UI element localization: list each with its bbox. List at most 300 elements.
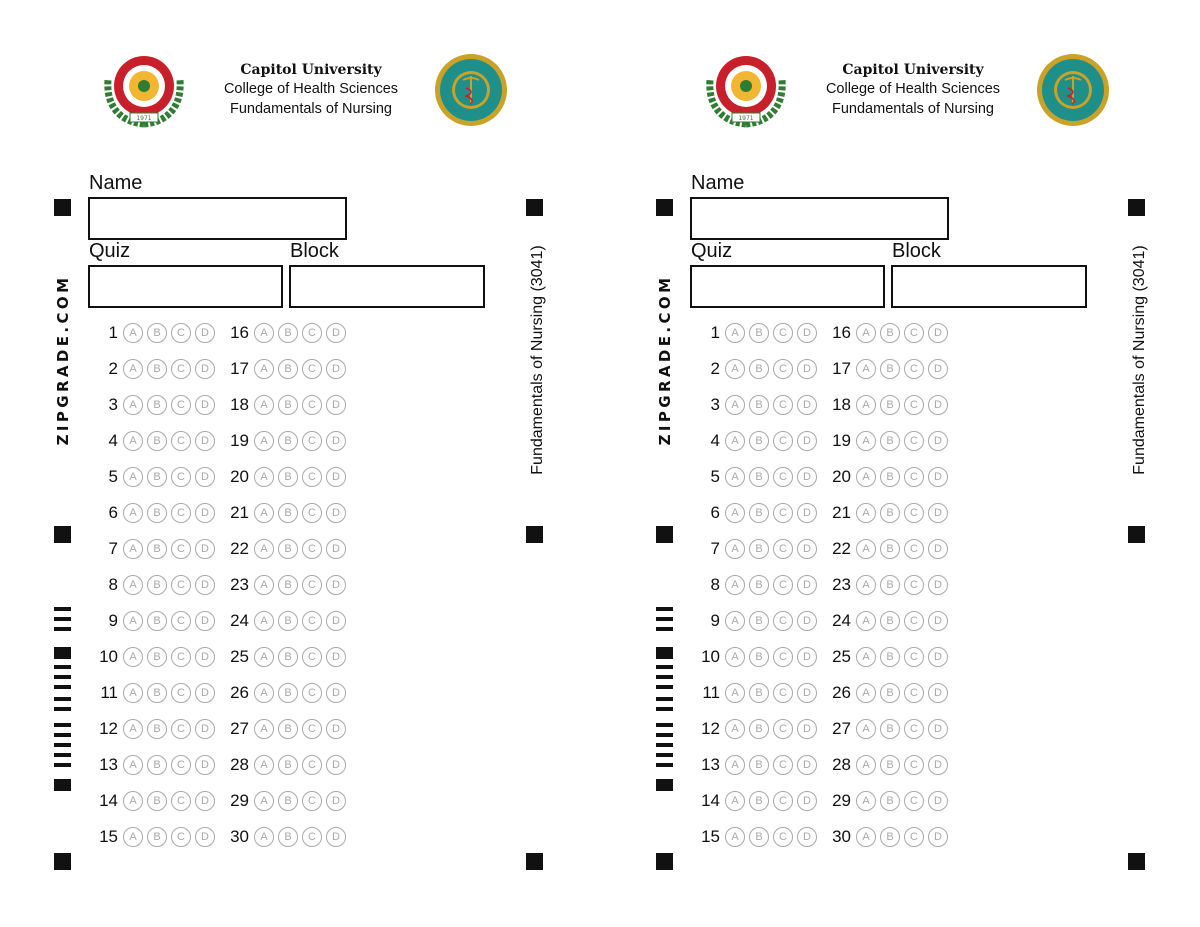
answer-bubble-c[interactable]: C [773, 611, 793, 631]
answer-bubble-b[interactable]: B [749, 683, 769, 703]
answer-bubble-a[interactable]: A [856, 647, 876, 667]
answer-bubble-c[interactable]: C [171, 647, 191, 667]
answer-bubble-d[interactable]: D [195, 431, 215, 451]
answer-bubble-a[interactable]: A [856, 359, 876, 379]
answer-bubble-c[interactable]: C [904, 755, 924, 775]
answer-bubble-b[interactable]: B [278, 719, 298, 739]
answer-bubble-b[interactable]: B [749, 503, 769, 523]
answer-bubble-b[interactable]: B [749, 575, 769, 595]
answer-bubble-b[interactable]: B [880, 539, 900, 559]
answer-bubble-a[interactable]: A [254, 647, 274, 667]
answer-bubble-d[interactable]: D [928, 791, 948, 811]
answer-bubble-c[interactable]: C [904, 359, 924, 379]
answer-bubble-a[interactable]: A [254, 395, 274, 415]
answer-bubble-d[interactable]: D [195, 539, 215, 559]
answer-bubble-a[interactable]: A [254, 359, 274, 379]
answer-bubble-c[interactable]: C [302, 323, 322, 343]
answer-bubble-a[interactable]: A [725, 647, 745, 667]
answer-bubble-d[interactable]: D [797, 539, 817, 559]
answer-bubble-a[interactable]: A [123, 431, 143, 451]
answer-bubble-a[interactable]: A [123, 683, 143, 703]
answer-bubble-d[interactable]: D [326, 431, 346, 451]
question-number: 4 [108, 431, 118, 450]
answer-bubble-b[interactable]: B [749, 323, 769, 343]
answer-bubble-b[interactable]: B [880, 503, 900, 523]
alignment-mark [1128, 199, 1145, 216]
question-number: 29 [230, 791, 249, 810]
answer-bubble-b[interactable]: B [880, 755, 900, 775]
answer-bubble-c[interactable]: C [904, 827, 924, 847]
answer-bubble-a[interactable]: A [123, 611, 143, 631]
zipgrade-brand: ZIPGRADE.COM [656, 274, 674, 446]
answer-bubble-d[interactable]: D [326, 323, 346, 343]
answer-bubble-a[interactable]: A [725, 683, 745, 703]
answer-bubble-a[interactable]: A [254, 719, 274, 739]
answer-bubble-b[interactable]: B [278, 791, 298, 811]
answer-bubble-a[interactable]: A [123, 647, 143, 667]
answer-bubble-d[interactable]: D [326, 683, 346, 703]
question-item [821, 755, 952, 775]
answer-bubble-b[interactable]: B [749, 467, 769, 487]
answer-bubble-d[interactable]: D [195, 323, 215, 343]
question-item [88, 467, 219, 487]
answer-bubble-b[interactable]: B [880, 359, 900, 379]
answer-bubble-a[interactable]: A [856, 575, 876, 595]
answer-bubble-c[interactable]: C [302, 395, 322, 415]
answer-bubble-a[interactable]: A [123, 719, 143, 739]
answer-bubble-d[interactable]: D [928, 323, 948, 343]
answer-bubble-a[interactable]: A [254, 539, 274, 559]
answer-bubble-c[interactable]: C [302, 503, 322, 523]
college-name: College of Health Sciences [223, 81, 399, 97]
question-number: 23 [230, 575, 249, 594]
answer-bubble-b[interactable]: B [749, 647, 769, 667]
answer-bubble-a[interactable]: A [856, 791, 876, 811]
answer-bubble-a[interactable]: A [725, 719, 745, 739]
answer-bubble-c[interactable]: C [904, 791, 924, 811]
answer-bubble-b[interactable]: B [880, 611, 900, 631]
answer-bubble-c[interactable]: C [302, 611, 322, 631]
question-number: 28 [230, 755, 249, 774]
answer-bubble-b[interactable]: B [749, 719, 769, 739]
answer-bubble-a[interactable]: A [254, 323, 274, 343]
answer-bubble-c[interactable]: C [302, 755, 322, 775]
answer-bubble-a[interactable]: A [725, 395, 745, 415]
answer-bubble-c[interactable]: C [171, 467, 191, 487]
answer-bubble-c[interactable]: C [904, 611, 924, 631]
answer-bubble-c[interactable]: C [171, 503, 191, 523]
answer-bubble-b[interactable]: B [147, 683, 167, 703]
question-item [821, 647, 952, 667]
answer-bubble-d[interactable]: D [797, 395, 817, 415]
answer-bubble-c[interactable]: C [773, 323, 793, 343]
question-item [219, 467, 350, 487]
question-item [690, 395, 821, 415]
answer-bubble-d[interactable]: D [928, 395, 948, 415]
answer-bubble-c[interactable]: C [171, 611, 191, 631]
answer-bubble-c[interactable]: C [773, 719, 793, 739]
answer-bubble-c[interactable]: C [904, 395, 924, 415]
question-number: 15 [701, 827, 720, 846]
answer-bubble-d[interactable]: D [928, 503, 948, 523]
question-row [88, 788, 350, 814]
answer-bubble-b[interactable]: B [749, 827, 769, 847]
answer-bubble-a[interactable]: A [123, 827, 143, 847]
answer-bubble-d[interactable]: D [928, 431, 948, 451]
answer-bubble-b[interactable]: B [278, 539, 298, 559]
answer-bubble-b[interactable]: B [278, 467, 298, 487]
answer-bubble-b[interactable]: B [749, 395, 769, 415]
answer-bubble-d[interactable]: D [195, 719, 215, 739]
answer-bubble-d[interactable]: D [928, 755, 948, 775]
answer-bubble-d[interactable]: D [326, 647, 346, 667]
answer-bubble-c[interactable]: C [302, 575, 322, 595]
answer-bubble-c[interactable]: C [773, 395, 793, 415]
answer-bubble-b[interactable]: B [880, 719, 900, 739]
question-number: 16 [832, 323, 851, 342]
answer-bubble-b[interactable]: B [147, 503, 167, 523]
answer-bubble-a[interactable]: A [856, 395, 876, 415]
answer-bubble-a[interactable]: A [856, 503, 876, 523]
answer-bubble-d[interactable]: D [928, 827, 948, 847]
answer-bubble-b[interactable]: B [278, 323, 298, 343]
answer-bubble-c[interactable]: C [904, 539, 924, 559]
answer-bubble-d[interactable]: D [928, 539, 948, 559]
answer-bubble-b[interactable]: B [278, 827, 298, 847]
answer-bubble-a[interactable]: A [254, 503, 274, 523]
name-label: Name [691, 172, 745, 194]
question-number: 24 [832, 611, 851, 630]
answer-bubble-c[interactable]: C [302, 539, 322, 559]
answer-bubble-c[interactable]: C [302, 683, 322, 703]
quiz-label: Quiz [691, 240, 733, 262]
question-row [88, 608, 350, 634]
quiz-field[interactable] [88, 265, 283, 308]
answer-bubble-b[interactable]: B [880, 395, 900, 415]
answer-bubble-c[interactable]: C [302, 431, 322, 451]
question-number: 14 [99, 791, 118, 810]
answer-bubble-d[interactable]: D [195, 791, 215, 811]
answer-bubble-d[interactable]: D [195, 503, 215, 523]
answer-bubble-d[interactable]: D [928, 467, 948, 487]
answer-bubble-a[interactable]: A [725, 755, 745, 775]
answer-bubble-d[interactable]: D [326, 575, 346, 595]
answer-bubble-d[interactable]: D [928, 611, 948, 631]
answer-bubble-a[interactable]: A [725, 431, 745, 451]
answer-bubble-d[interactable]: D [195, 647, 215, 667]
answer-bubble-d[interactable]: D [326, 359, 346, 379]
answer-bubble-a[interactable]: A [123, 503, 143, 523]
answer-bubble-b[interactable]: B [147, 647, 167, 667]
answer-bubble-d[interactable]: D [195, 467, 215, 487]
answer-bubble-a[interactable]: A [254, 611, 274, 631]
answer-bubble-a[interactable]: A [725, 467, 745, 487]
answer-bubble-b[interactable]: B [147, 755, 167, 775]
answer-bubble-c[interactable]: C [904, 431, 924, 451]
answer-bubble-a[interactable]: A [123, 539, 143, 559]
answer-bubble-c[interactable]: C [171, 827, 191, 847]
question-item [690, 323, 821, 343]
answer-bubble-a[interactable]: A [254, 575, 274, 595]
answer-bubble-c[interactable]: C [773, 503, 793, 523]
answer-bubble-d[interactable]: D [195, 575, 215, 595]
answer-bubble-b[interactable]: B [147, 323, 167, 343]
answer-bubble-a[interactable]: A [856, 323, 876, 343]
answer-bubble-b[interactable]: B [749, 755, 769, 775]
answer-bubble-a[interactable]: A [856, 755, 876, 775]
name-field[interactable] [690, 197, 949, 240]
answer-bubble-c[interactable]: C [302, 791, 322, 811]
question-item [690, 431, 821, 451]
answer-bubble-a[interactable]: A [856, 467, 876, 487]
answer-bubble-c[interactable]: C [171, 359, 191, 379]
answer-bubble-b[interactable]: B [749, 431, 769, 451]
answer-bubble-a[interactable]: A [856, 683, 876, 703]
answer-bubble-a[interactable]: A [254, 791, 274, 811]
answer-bubble-d[interactable]: D [928, 683, 948, 703]
answer-bubble-b[interactable]: B [880, 575, 900, 595]
answer-bubble-c[interactable]: C [302, 359, 322, 379]
question-row [690, 644, 952, 670]
answer-bubble-c[interactable]: C [773, 359, 793, 379]
answer-bubble-b[interactable]: B [278, 359, 298, 379]
answer-bubble-b[interactable]: B [880, 431, 900, 451]
answer-bubble-c[interactable]: C [171, 431, 191, 451]
answer-bubble-c[interactable]: C [904, 323, 924, 343]
question-item [219, 755, 350, 775]
answer-bubble-c[interactable]: C [904, 467, 924, 487]
block-field[interactable] [891, 265, 1087, 308]
question-number: 12 [99, 719, 118, 738]
answer-bubble-b[interactable]: B [147, 575, 167, 595]
answer-bubble-c[interactable]: C [773, 683, 793, 703]
question-item [690, 503, 821, 523]
answer-bubble-c[interactable]: C [302, 827, 322, 847]
answer-bubble-b[interactable]: B [147, 359, 167, 379]
answer-bubble-c[interactable]: C [773, 791, 793, 811]
answer-bubble-b[interactable]: B [880, 323, 900, 343]
answer-bubble-c[interactable]: C [773, 431, 793, 451]
answer-bubble-a[interactable]: A [725, 359, 745, 379]
answer-bubble-c[interactable]: C [171, 683, 191, 703]
answer-bubble-c[interactable]: C [171, 719, 191, 739]
answer-bubble-b[interactable]: B [880, 827, 900, 847]
answer-bubble-a[interactable]: A [123, 395, 143, 415]
answer-bubble-d[interactable]: D [797, 827, 817, 847]
answer-bubble-a[interactable]: A [725, 539, 745, 559]
answer-bubble-d[interactable]: D [326, 611, 346, 631]
answer-bubble-d[interactable]: D [797, 359, 817, 379]
answer-bubble-a[interactable]: A [856, 539, 876, 559]
answer-bubble-b[interactable]: B [278, 575, 298, 595]
answer-bubble-d[interactable]: D [195, 359, 215, 379]
question-number: 25 [230, 647, 249, 666]
answer-bubble-a[interactable]: A [725, 503, 745, 523]
alignment-mark [54, 199, 71, 216]
answer-bubble-d[interactable]: D [797, 755, 817, 775]
question-item [88, 395, 219, 415]
answer-bubble-c[interactable]: C [302, 467, 322, 487]
answer-bubble-d[interactable]: D [797, 431, 817, 451]
block-label: Block [290, 240, 339, 262]
answer-bubble-c[interactable]: C [302, 647, 322, 667]
question-row [690, 392, 952, 418]
question-number: 19 [832, 431, 851, 450]
question-number: 25 [832, 647, 851, 666]
question-number: 7 [710, 539, 720, 558]
answer-bubble-d[interactable]: D [928, 359, 948, 379]
answer-bubble-d[interactable]: D [797, 683, 817, 703]
answer-bubble-a[interactable]: A [123, 575, 143, 595]
answer-bubble-c[interactable]: C [904, 719, 924, 739]
question-row [88, 644, 350, 670]
question-item [88, 359, 219, 379]
answer-bubble-c[interactable]: C [904, 647, 924, 667]
answer-bubble-a[interactable]: A [856, 719, 876, 739]
answer-bubble-b[interactable]: B [749, 539, 769, 559]
answer-bubble-b[interactable]: B [880, 467, 900, 487]
answer-bubble-a[interactable]: A [725, 827, 745, 847]
answer-bubble-a[interactable]: A [856, 431, 876, 451]
answer-bubble-d[interactable]: D [326, 395, 346, 415]
answer-bubble-d[interactable]: D [797, 467, 817, 487]
question-item [88, 791, 219, 811]
question-item [219, 719, 350, 739]
answer-bubble-d[interactable]: D [326, 503, 346, 523]
answer-bubble-b[interactable]: B [147, 467, 167, 487]
question-number: 30 [832, 827, 851, 846]
answer-bubble-d[interactable]: D [928, 647, 948, 667]
answer-bubble-c[interactable]: C [904, 575, 924, 595]
answer-bubble-a[interactable]: A [725, 611, 745, 631]
answer-bubble-b[interactable]: B [147, 719, 167, 739]
name-field[interactable] [88, 197, 347, 240]
question-row [690, 320, 952, 346]
block-field[interactable] [289, 265, 485, 308]
answer-bubble-a[interactable]: A [725, 575, 745, 595]
answer-bubble-c[interactable]: C [773, 467, 793, 487]
answer-bubble-d[interactable]: D [326, 467, 346, 487]
answer-bubble-d[interactable]: D [326, 827, 346, 847]
question-row [88, 500, 350, 526]
answer-bubble-d[interactable]: D [195, 827, 215, 847]
quiz-field[interactable] [690, 265, 885, 308]
answer-bubble-a[interactable]: A [856, 611, 876, 631]
answer-bubble-b[interactable]: B [880, 647, 900, 667]
answer-bubble-b[interactable]: B [147, 827, 167, 847]
answer-bubble-b[interactable]: B [278, 647, 298, 667]
question-item [88, 323, 219, 343]
answer-bubble-b[interactable]: B [749, 359, 769, 379]
block-label: Block [892, 240, 941, 262]
answer-bubble-a[interactable]: A [254, 467, 274, 487]
answer-bubble-b[interactable]: B [749, 791, 769, 811]
answer-bubble-d[interactable]: D [195, 611, 215, 631]
question-item [88, 575, 219, 595]
answer-bubble-c[interactable]: C [773, 827, 793, 847]
answer-bubble-d[interactable]: D [326, 791, 346, 811]
answer-bubble-b[interactable]: B [147, 431, 167, 451]
answer-bubble-d[interactable]: D [797, 647, 817, 667]
answer-bubble-c[interactable]: C [773, 539, 793, 559]
answer-bubble-c[interactable]: C [773, 647, 793, 667]
answer-bubble-d[interactable]: D [797, 323, 817, 343]
answer-bubble-c[interactable]: C [773, 575, 793, 595]
answer-bubble-a[interactable]: A [725, 791, 745, 811]
question-row [690, 356, 952, 382]
answer-bubble-d[interactable]: D [797, 719, 817, 739]
question-row [690, 752, 952, 778]
answer-bubble-a[interactable]: A [123, 755, 143, 775]
answer-bubble-a[interactable]: A [725, 323, 745, 343]
answer-bubble-c[interactable]: C [171, 791, 191, 811]
answer-bubble-d[interactable]: D [928, 575, 948, 595]
answer-bubble-b[interactable]: B [278, 503, 298, 523]
answer-bubble-c[interactable]: C [904, 503, 924, 523]
question-number: 28 [832, 755, 851, 774]
answer-bubble-b[interactable]: B [880, 791, 900, 811]
answer-bubble-b[interactable]: B [147, 791, 167, 811]
answer-bubble-c[interactable]: C [171, 755, 191, 775]
answer-bubble-c[interactable]: C [302, 719, 322, 739]
answer-bubble-d[interactable]: D [195, 683, 215, 703]
answer-bubble-b[interactable]: B [880, 683, 900, 703]
answer-bubble-c[interactable]: C [171, 395, 191, 415]
answer-bubble-d[interactable]: D [195, 755, 215, 775]
question-row [690, 824, 952, 850]
answer-bubble-a[interactable]: A [254, 827, 274, 847]
question-number: 13 [99, 755, 118, 774]
answer-bubble-a[interactable]: A [254, 431, 274, 451]
answer-bubble-c[interactable]: C [773, 755, 793, 775]
answer-bubble-d[interactable]: D [326, 755, 346, 775]
answer-bubble-b[interactable]: B [278, 683, 298, 703]
answer-bubble-a[interactable]: A [123, 791, 143, 811]
answer-bubble-c[interactable]: C [171, 539, 191, 559]
answer-bubble-d[interactable]: D [797, 503, 817, 523]
answer-bubble-d[interactable]: D [797, 575, 817, 595]
answer-bubble-b[interactable]: B [147, 611, 167, 631]
answer-bubble-b[interactable]: B [147, 395, 167, 415]
answer-bubble-b[interactable]: B [278, 755, 298, 775]
answer-bubble-a[interactable]: A [123, 359, 143, 379]
alignment-mark [1128, 526, 1145, 543]
answer-bubble-c[interactable]: C [171, 575, 191, 595]
answer-bubble-d[interactable]: D [326, 719, 346, 739]
answer-bubble-a[interactable]: A [254, 755, 274, 775]
answer-bubble-b[interactable]: B [278, 611, 298, 631]
answer-bubble-a[interactable]: A [123, 467, 143, 487]
answer-bubble-a[interactable]: A [856, 827, 876, 847]
answer-bubble-d[interactable]: D [797, 611, 817, 631]
answer-bubble-c[interactable]: C [171, 323, 191, 343]
question-row [88, 356, 350, 382]
answer-bubble-d[interactable]: D [195, 395, 215, 415]
answer-bubble-c[interactable]: C [904, 683, 924, 703]
answer-bubble-d[interactable]: D [928, 719, 948, 739]
answer-bubble-a[interactable]: A [123, 323, 143, 343]
answer-bubble-b[interactable]: B [749, 611, 769, 631]
answer-bubble-b[interactable]: B [278, 431, 298, 451]
answer-bubble-a[interactable]: A [254, 683, 274, 703]
answer-bubble-d[interactable]: D [326, 539, 346, 559]
answer-bubble-b[interactable]: B [278, 395, 298, 415]
answer-bubble-b[interactable]: B [147, 539, 167, 559]
question-number: 24 [230, 611, 249, 630]
question-item [219, 395, 350, 415]
question-number: 9 [108, 611, 118, 630]
answer-bubble-d[interactable]: D [797, 791, 817, 811]
